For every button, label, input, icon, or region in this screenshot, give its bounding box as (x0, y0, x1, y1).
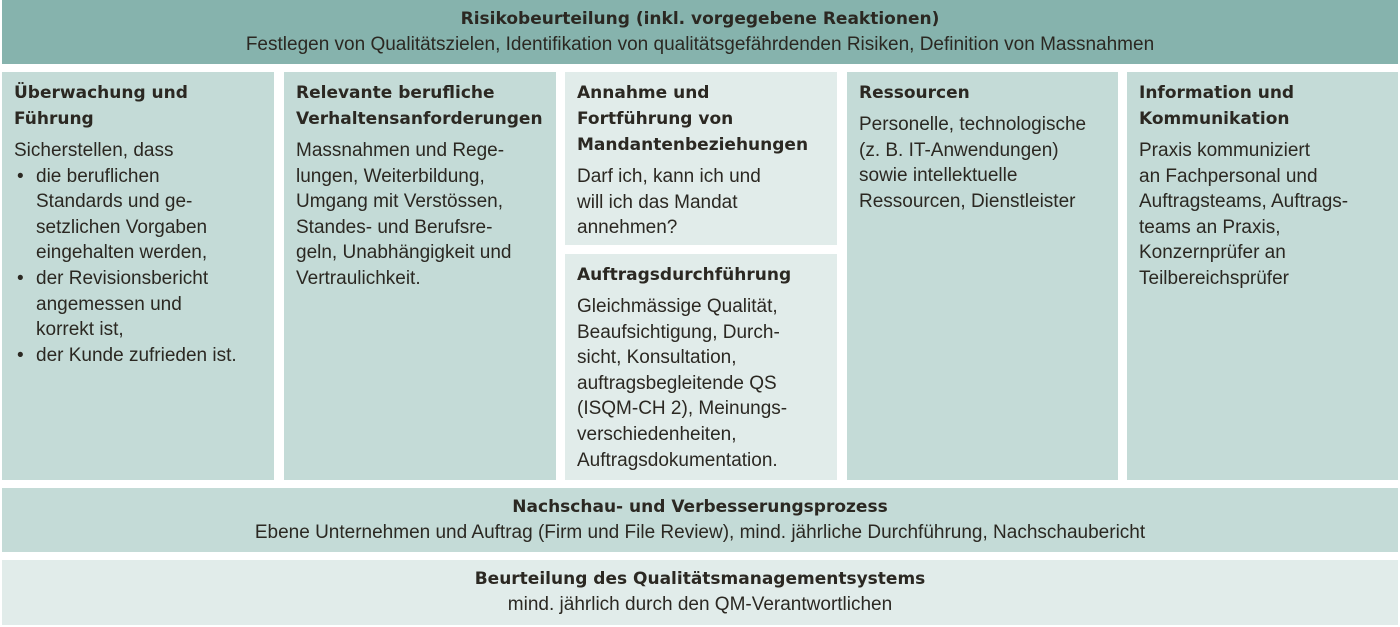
assessment-band (2, 560, 1398, 625)
review-band (2, 488, 1398, 552)
box-text: Personelle, technologische (z. B. IT-Anwendungen) sowie intellektuelle Ressourcen, Dienstleister (859, 114, 1087, 212)
review-title: Nachschau- und Verbesserungsprozess (512, 497, 888, 517)
box-title: Überwachung und Führung (14, 83, 188, 129)
bullet-list (14, 164, 262, 369)
box-title: Ressourcen (859, 83, 970, 103)
resources-box (847, 72, 1118, 480)
monitoring-box (2, 72, 274, 480)
box-title: Auftragsdurchführung (577, 265, 792, 285)
risk-assessment-band (2, 0, 1398, 64)
bullet-item: • der Kunde zufrieden ist. (14, 343, 262, 369)
box-text: Praxis kommuniziert an Fachpersonal und Auftragsteams, Auftrags- teams an Praxis, Konzernprüfer an Teilbereichsprüfer (1139, 140, 1349, 289)
risk-assessment-title: Risikobeurteilung (inkl. vorgegebene Reaktionen) (460, 9, 940, 29)
bullet-item: • die beruflichen Standards und ge- setzlichen Vorgaben eingehalten werden, (14, 164, 262, 266)
engagement-performance-box (565, 254, 837, 480)
box-text: Massnahmen und Rege- lungen, Weiterbildung, Umgang mit Verstössen, Standes- und Berufsre- geln, Unabhängigkeit und Vertraulichkeit. (296, 140, 512, 289)
risk-assessment-text: Festlegen von Qualitätszielen, Identifikation von qualitätsgefährdenden Risiken, Definition von Massnahmen (245, 34, 1155, 55)
box-text: Gleichmässige Qualität, Beaufsichtigung, Durch- sicht, Konsultation, auftragsbegleitende QS (ISQM-CH 2), Meinungs- verschiedenheiten, Auftragsdokumentation. (577, 296, 788, 471)
review-text: Ebene Unternehmen und Auftrag (Firm und File Review), mind. jährliche Durchführung, Nachschaubericht (254, 522, 1146, 543)
assessment-title: Beurteilung des Qualitätsmanagementsystems (474, 569, 926, 589)
ethics-box (284, 72, 556, 480)
client-acceptance-box (565, 72, 837, 245)
box-title: Annahme und Fortführung von Mandantenbeziehungen (577, 83, 809, 155)
box-title: Relevante berufliche Verhaltensanforderungen (296, 83, 543, 129)
bullet-item: • der Revisionsbericht angemessen und korrekt ist, (14, 266, 262, 343)
information-box (1127, 72, 1398, 480)
assessment-text: mind. jährlich durch den QM-Verantwortlichen (507, 594, 893, 615)
box-text: Darf ich, kann ich und will ich das Mandat annehmen? (577, 166, 761, 239)
box-title: Information und Kommunikation (1139, 83, 1295, 129)
box-text: Sicherstellen, dass (14, 140, 174, 161)
